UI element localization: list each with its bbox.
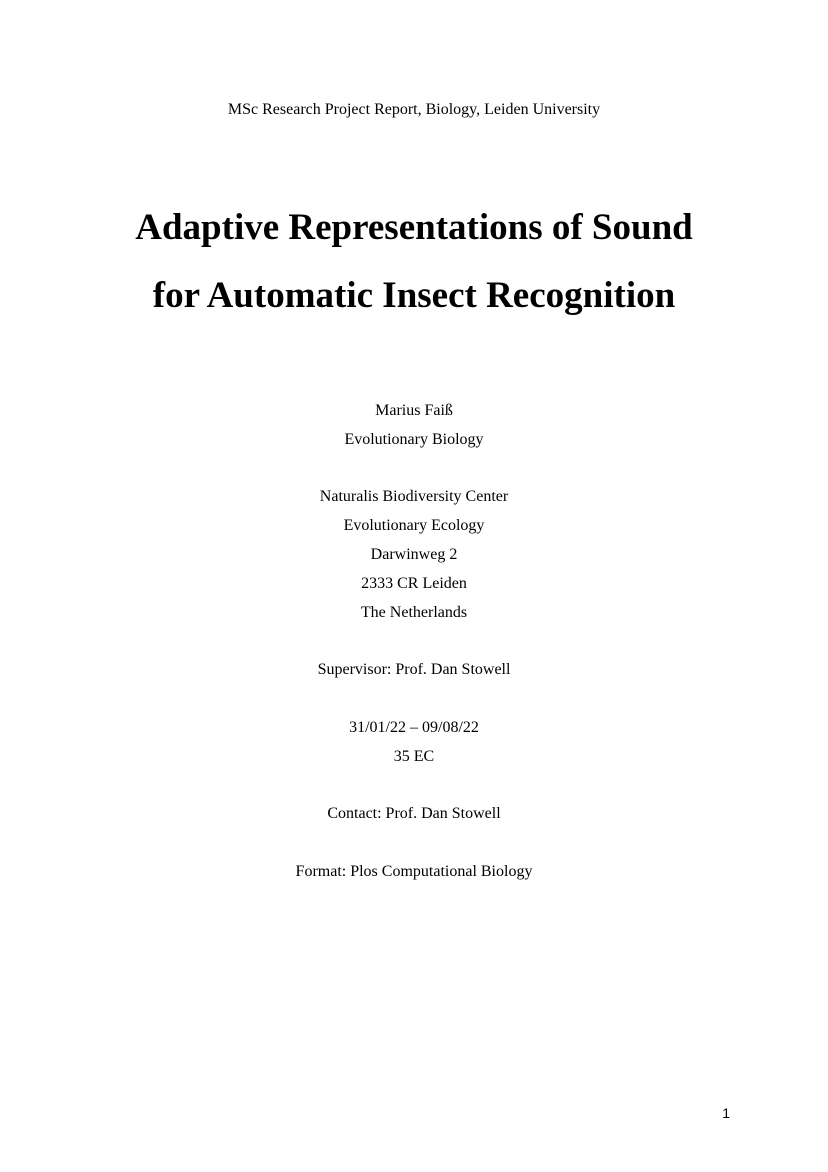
supervisor-line: Supervisor: Prof. Dan Stowell	[317, 661, 511, 679]
spacer	[0, 829, 828, 858]
institution-street: Darwinweg 2	[370, 545, 458, 563]
institution-city: 2333 CR Leiden	[361, 574, 467, 592]
format-line: Format: Plos Computational Biology	[295, 862, 533, 880]
spacer	[0, 771, 828, 800]
report-header: MSc Research Project Report, Biology, Leiden University	[227, 101, 601, 118]
project-dates: 31/01/22 – 09/08/22	[349, 718, 479, 736]
document-title	[0, 194, 828, 330]
spacer	[0, 685, 828, 714]
institution-department: Evolutionary Ecology	[343, 517, 485, 535]
author-name: Marius Faiß	[375, 402, 453, 419]
institution-country: The Netherlands	[360, 603, 468, 621]
spacer	[0, 627, 828, 656]
spacer	[0, 455, 828, 484]
contact-line: Contact: Prof. Dan Stowell	[327, 805, 501, 823]
title-line-2: for Automatic Insect Recognition	[152, 275, 676, 316]
page-number: 1	[722, 1105, 730, 1121]
report-details	[0, 397, 828, 887]
institution-name: Naturalis Biodiversity Center	[319, 488, 509, 506]
author-program: Evolutionary Biology	[344, 430, 484, 448]
title-line-1: Adaptive Representations of Sound	[135, 207, 693, 248]
project-credits: 35 EC	[393, 747, 435, 765]
